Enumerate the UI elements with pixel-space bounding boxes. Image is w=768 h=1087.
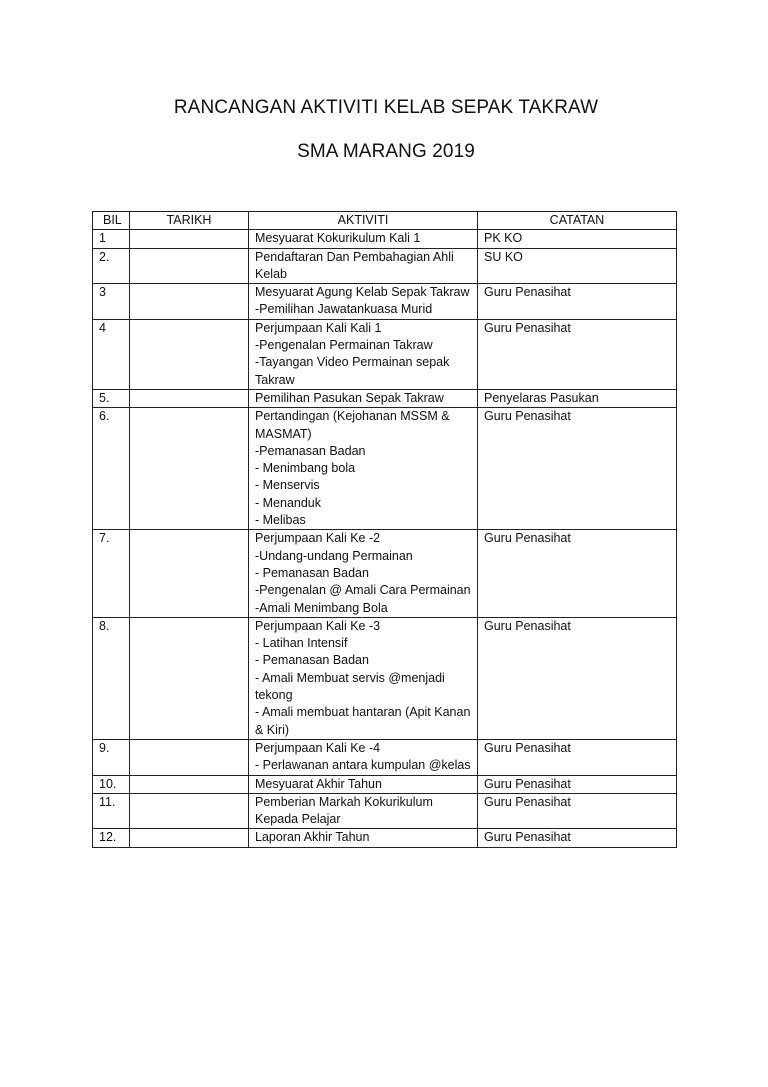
aktiviti-line: - Menservis bbox=[255, 478, 320, 493]
aktiviti-line: - Perlawanan antara kumpulan @kelas bbox=[255, 758, 471, 773]
cell-catatan: Guru Penasihat bbox=[478, 793, 677, 829]
cell-catatan: PK KO bbox=[478, 230, 677, 248]
cell-aktiviti bbox=[249, 793, 478, 829]
cell-bil: 3 bbox=[93, 284, 130, 320]
cell-aktiviti bbox=[249, 319, 478, 389]
cell-aktiviti bbox=[249, 739, 478, 775]
header-aktiviti: AKTIVITI bbox=[249, 212, 478, 230]
header-tarikh: TARIKH bbox=[130, 212, 249, 230]
cell-tarikh bbox=[130, 230, 249, 248]
aktiviti-line: Mesyuarat Kokurikulum Kali 1 bbox=[255, 231, 421, 246]
aktiviti-line: -Amali Menimbang Bola bbox=[255, 600, 388, 615]
aktiviti-line: -Undang-undang Permainan bbox=[255, 548, 413, 563]
cell-bil: 10. bbox=[93, 775, 130, 793]
aktiviti-line: - Menimbang bola bbox=[255, 461, 356, 476]
aktiviti-line: -Pemilihan Jawatankuasa Murid bbox=[255, 302, 433, 317]
cell-tarikh bbox=[130, 319, 249, 389]
cell-bil: 12. bbox=[93, 829, 130, 847]
aktiviti-line: Pemberian Markah Kokurikulum Kepada Pelajar bbox=[255, 794, 433, 827]
cell-tarikh bbox=[130, 389, 249, 407]
cell-aktiviti bbox=[249, 284, 478, 320]
aktiviti-line: Perjumpaan Kali Kali 1 bbox=[255, 320, 382, 335]
cell-aktiviti bbox=[249, 248, 478, 284]
table-row bbox=[93, 319, 677, 389]
aktiviti-line: - Pemanasan Badan bbox=[255, 653, 369, 668]
table-row bbox=[93, 617, 677, 739]
table-row bbox=[93, 739, 677, 775]
cell-catatan: Guru Penasihat bbox=[478, 284, 677, 320]
aktiviti-line: Pendaftaran Dan Pembahagian Ahli Kelab bbox=[255, 249, 454, 281]
cell-tarikh bbox=[130, 775, 249, 793]
aktiviti-line: - Latihan Intensif bbox=[255, 636, 348, 651]
cell-bil: 9. bbox=[93, 739, 130, 775]
table-row bbox=[93, 408, 677, 530]
aktiviti-line: Laporan Akhir Tahun bbox=[255, 830, 370, 845]
table-header-row bbox=[93, 212, 677, 230]
aktiviti-line: Perjumpaan Kali Ke -4 bbox=[255, 740, 381, 755]
aktiviti-line: Perjumpaan Kali Ke -3 bbox=[255, 618, 381, 633]
cell-aktiviti bbox=[249, 389, 478, 407]
cell-aktiviti bbox=[249, 530, 478, 617]
cell-tarikh bbox=[130, 739, 249, 775]
cell-tarikh bbox=[130, 248, 249, 284]
cell-tarikh bbox=[130, 829, 249, 847]
cell-bil: 11. bbox=[93, 793, 130, 829]
document-subtitle: SMA MARANG 2019 bbox=[297, 141, 475, 162]
aktiviti-line: - Menanduk bbox=[255, 495, 322, 510]
cell-aktiviti bbox=[249, 829, 478, 847]
aktiviti-line: - Melibas bbox=[255, 513, 306, 528]
cell-catatan: Penyelaras Pasukan bbox=[478, 389, 677, 407]
cell-tarikh bbox=[130, 617, 249, 739]
cell-catatan: Guru Penasihat bbox=[478, 829, 677, 847]
aktiviti-line: - Amali membuat hantaran (Apit Kanan & Kiri) bbox=[255, 705, 471, 737]
table-row bbox=[93, 793, 677, 829]
cell-bil: 1 bbox=[93, 230, 130, 248]
cell-tarikh bbox=[130, 408, 249, 530]
cell-bil: 5. bbox=[93, 389, 130, 407]
cell-catatan: Guru Penasihat bbox=[478, 319, 677, 389]
cell-bil: 7. bbox=[93, 530, 130, 617]
aktiviti-line: Perjumpaan Kali Ke -2 bbox=[255, 531, 381, 546]
cell-bil: 4 bbox=[93, 319, 130, 389]
table-row bbox=[93, 775, 677, 793]
aktiviti-line: -Pengenalan Permainan Takraw bbox=[255, 338, 433, 353]
aktiviti-line: Pertandingan (Kejohanan MSSM & MASMAT) bbox=[255, 409, 450, 441]
cell-aktiviti bbox=[249, 775, 478, 793]
cell-catatan: Guru Penasihat bbox=[478, 408, 677, 530]
cell-bil: 2. bbox=[93, 248, 130, 284]
table-row bbox=[93, 829, 677, 847]
table-row bbox=[93, 389, 677, 407]
table-row bbox=[93, 248, 677, 284]
aktiviti-line: -Pemanasan Badan bbox=[255, 443, 366, 458]
aktiviti-line: Pemilihan Pasukan Sepak Takraw bbox=[255, 390, 444, 405]
cell-tarikh bbox=[130, 530, 249, 617]
cell-catatan: Guru Penasihat bbox=[478, 739, 677, 775]
aktiviti-line: -Pengenalan @ Amali Cara Permainan bbox=[255, 583, 471, 598]
aktiviti-line: Mesyuarat Akhir Tahun bbox=[255, 776, 382, 791]
aktiviti-line: -Tayangan Video Permainan sepak Takraw bbox=[255, 355, 450, 387]
cell-bil: 8. bbox=[93, 617, 130, 739]
cell-catatan: Guru Penasihat bbox=[478, 530, 677, 617]
cell-catatan: Guru Penasihat bbox=[478, 617, 677, 739]
cell-catatan: SU KO bbox=[478, 248, 677, 284]
cell-aktiviti bbox=[249, 230, 478, 248]
cell-bil: 6. bbox=[93, 408, 130, 530]
cell-tarikh bbox=[130, 284, 249, 320]
aktiviti-line: - Pemanasan Badan bbox=[255, 565, 369, 580]
aktiviti-line: - Amali Membuat servis @menjadi tekong bbox=[255, 670, 445, 703]
cell-tarikh bbox=[130, 793, 249, 829]
table-row bbox=[93, 284, 677, 320]
header-bil: BIL bbox=[93, 212, 130, 230]
cell-catatan: Guru Penasihat bbox=[478, 775, 677, 793]
aktiviti-line: Mesyuarat Agung Kelab Sepak Takraw bbox=[255, 285, 470, 300]
header-catatan: CATATAN bbox=[478, 212, 677, 230]
activity-plan-table bbox=[92, 211, 677, 848]
table-row bbox=[93, 530, 677, 617]
document-title: RANCANGAN AKTIVITI KELAB SEPAK TAKRAW bbox=[173, 97, 599, 118]
cell-aktiviti bbox=[249, 408, 478, 530]
table-row bbox=[93, 230, 677, 248]
cell-aktiviti bbox=[249, 617, 478, 739]
